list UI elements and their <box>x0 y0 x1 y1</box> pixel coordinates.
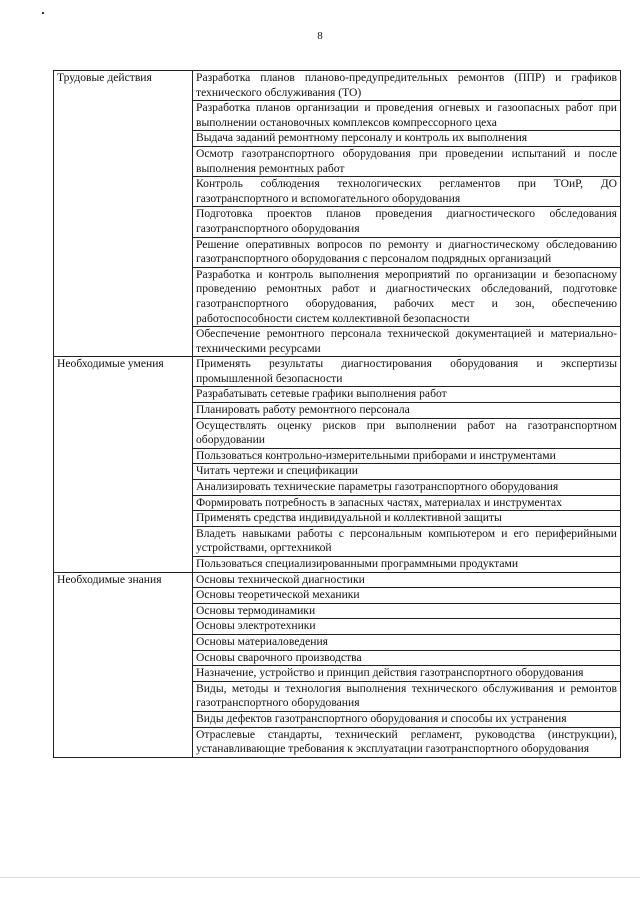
section-item: Разработка планов организации и проведения огневых и газоопасных работ при выполнении остановочных комплексов компрессорного цеха <box>193 101 621 131</box>
section-item: Применять средства индивидуальной и коллективной защиты <box>193 511 621 527</box>
page-bottom-edge <box>0 877 640 878</box>
section-item: Основы материаловедения <box>193 634 621 650</box>
section-item: Контроль соблюдения технологических регламентов при ТОиР, ДО газотранспортного и вспомогательного оборудования <box>193 177 621 207</box>
section-item: Основы термодинамики <box>193 603 621 619</box>
section-item: Основы теоретической механики <box>193 588 621 604</box>
section-item: Осуществлять оценку рисков при выполнении работ на газотранспортном оборудовании <box>193 418 621 448</box>
section-item: Разрабатывать сетевые графики выполнения работ <box>193 387 621 403</box>
section-item: Назначение, устройство и принцип действия газотранспортного оборудования <box>193 666 621 682</box>
section-item: Разработка и контроль выполнения мероприятий по организации и безопасному проведению ремонтных работ и диагностических обследований, подготовке газотранспортного оборудования, рабочих мест и зон, обеспечению работоспособности систем коллективной безопасности <box>193 267 621 326</box>
section-item: Обеспечение ремонтного персонала технической документацией и материально-техническими ресурсами <box>193 327 621 357</box>
section-item: Выдача заданий ремонтному персоналу и контроль их выполнения <box>193 131 621 147</box>
section-item: Осмотр газотранспортного оборудования при проведении испытаний и после выполнения ремонтных работ <box>193 146 621 176</box>
table-row <box>54 357 621 387</box>
scan-mark <box>42 12 44 14</box>
section-item: Основы технической диагностики <box>193 572 621 588</box>
page-number: 8 <box>317 30 323 42</box>
requirements-table <box>53 70 621 758</box>
table-row <box>54 71 621 101</box>
section-item: Основы электротехники <box>193 619 621 635</box>
section-item: Пользоваться специализированными программными продуктами <box>193 557 621 573</box>
section-item: Подготовка проектов планов проведения диагностического обследования газотранспортного оборудования <box>193 207 621 237</box>
section-item: Читать чертежи и спецификации <box>193 464 621 480</box>
requirements-table-body <box>54 71 621 758</box>
section-label: Трудовые действия <box>54 71 193 357</box>
section-item: Виды дефектов газотранспортного оборудования и способы их устранения <box>193 711 621 727</box>
section-item: Отраслевые стандарты, технический регламент, руководства (инструкции), устанавливающие требования к эксплуатации газотранспортного оборудования <box>193 727 621 757</box>
section-item: Формировать потребность в запасных частях, материалах и инструментах <box>193 495 621 511</box>
section-item: Пользоваться контрольно-измерительными приборами и инструментами <box>193 448 621 464</box>
section-label: Необходимые умения <box>54 357 193 572</box>
section-item: Анализировать технические параметры газотранспортного оборудования <box>193 480 621 496</box>
section-item: Владеть навыками работы с персональным компьютером и его периферийными устройствами, оргтехникой <box>193 526 621 556</box>
section-item: Разработка планов планово-предупредительных ремонтов (ППР) и графиков технического обслуживания (ТО) <box>193 71 621 101</box>
section-item: Основы сварочного производства <box>193 650 621 666</box>
section-item: Решение оперативных вопросов по ремонту и диагностическому обследованию газотранспортного оборудования с персоналом подрядных организаций <box>193 237 621 267</box>
section-item: Виды, методы и технология выполнения технического обслуживания и ремонтов газотранспортного оборудования <box>193 681 621 711</box>
table-row <box>54 572 621 588</box>
section-label: Необходимые знания <box>54 572 193 757</box>
section-item: Применять результаты диагностирования оборудования и экспертизы промышленной безопасности <box>193 357 621 387</box>
section-item: Планировать работу ремонтного персонала <box>193 403 621 419</box>
